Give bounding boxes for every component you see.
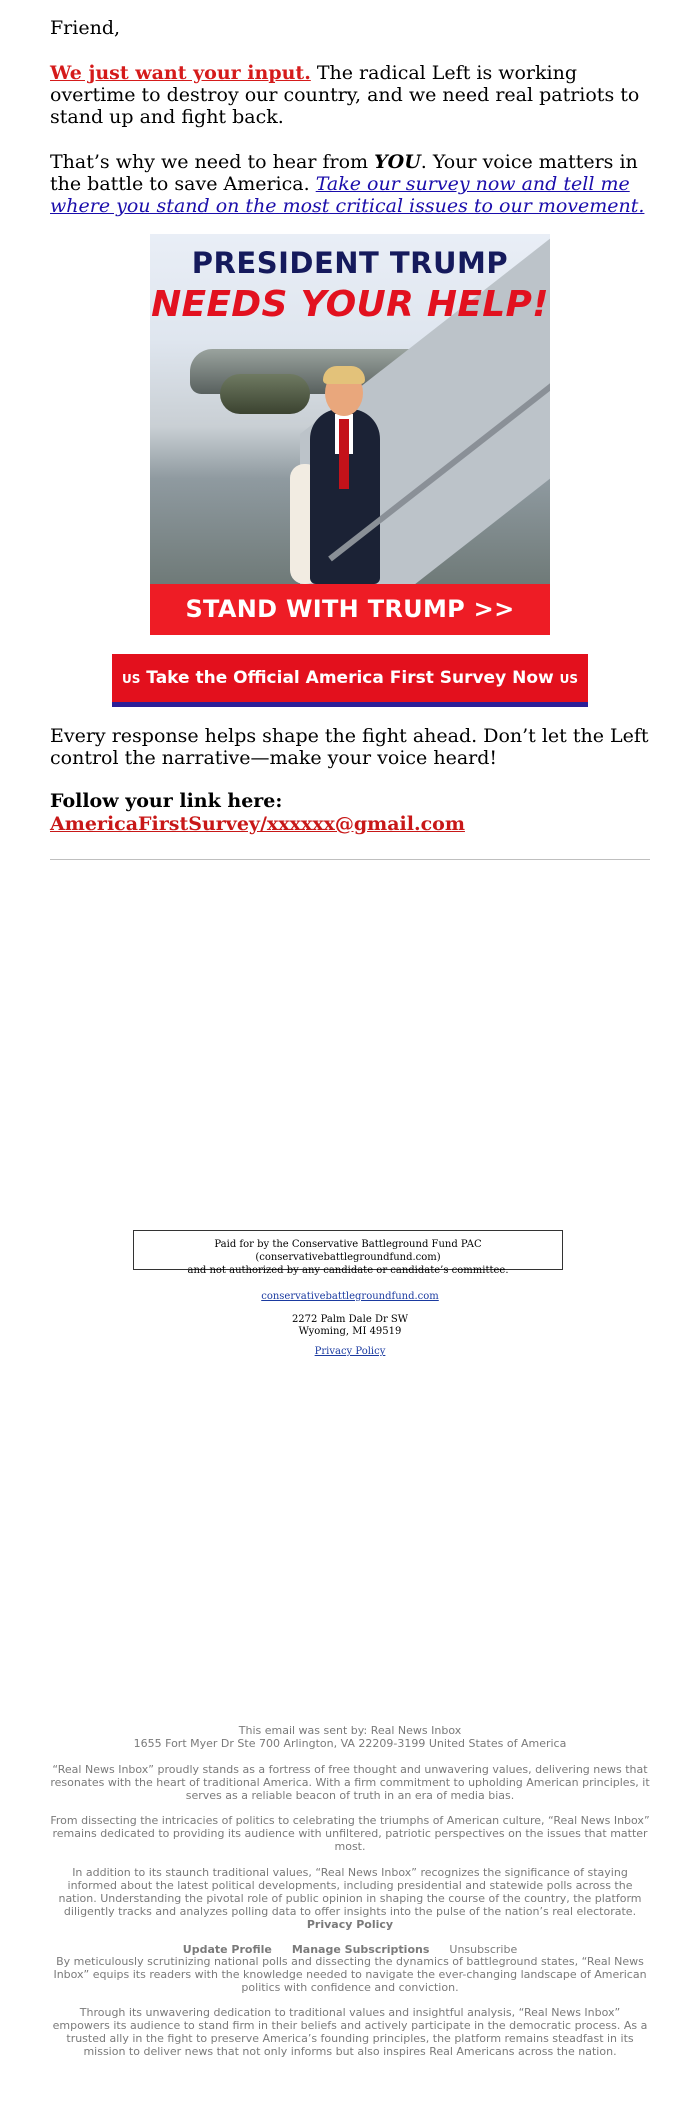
tie-shape [339,419,349,489]
site-link-row [0,1291,700,1302]
footer-sent-by: This email was sent by: Real News Inbox [238,1724,462,1737]
hero-subtitle: NEEDS YOUR HELP! [151,284,549,325]
manage-subscriptions-link[interactable]: Manage Subscriptions [291,1943,430,1956]
greeting: Friend, [50,17,121,39]
survey-text-mid: . Your voice matters in the battle to save America. [50,151,638,195]
hero-banner[interactable] [150,584,550,635]
follow-link[interactable]: AmericaFirstSurvey/xxxxxx@gmail.com [50,813,465,835]
follow-heading: Follow your link here: [50,790,283,812]
disclaimer-line-2: and not authorized by any candidate or candidate’s committee. [187,1265,509,1276]
hero-title: PRESIDENT TRUMP [191,246,509,280]
us-flag-icon: US [559,672,579,686]
paid-for-disclaimer [133,1230,563,1276]
pac-address-line-2: Wyoming, MI 49519 [298,1326,402,1337]
pac-address-line-1: 2272 Palm Dale Dr SW [291,1314,409,1325]
engine-shape [220,374,310,414]
hero-image[interactable] [150,234,550,635]
hero-banner-label: STAND WITH TRUMP >> [185,595,515,623]
intro-paragraph [50,62,660,128]
footer-paragraph-2: From dissecting the intricacies of politics to celebrating the triumphs of American culture, “Real News Inbox” remains dedicated to providing its audience with unfiltered, patriotic perspectives on the issues that matter most. [50,1814,650,1853]
divider [50,859,650,860]
input-link[interactable]: We just want your input. [50,62,311,84]
footer-address: 1655 Fort Myer Dr Ste 700 Arlington, VA 22209-3199 United States of America [133,1737,567,1750]
pac-privacy-link[interactable]: Privacy Policy [314,1346,386,1357]
survey-link[interactable]: Take our survey now and tell me where you stand on the most critical issues to our movement. [50,173,645,217]
footer-paragraph-1: “Real News Inbox” proudly stands as a fortress of free thought and unwavering values, delivering news that resonates with the heart of traditional America. With a firm commitment to upholding American principles, it serves as a reliable beacon of truth in an era of media bias. [50,1763,650,1802]
update-profile-link[interactable]: Update Profile [182,1943,272,1956]
footer-paragraph-4: By meticulously scrutinizing national polls and dissecting the dynamics of battleground states, “Real News Inbox” equips its readers with the knowledge needed to navigate the ever-changing landscape of American politics with confidence and conviction. [53,1955,647,1994]
pac-privacy-row [0,1346,700,1357]
footer-paragraph-5: Through its unwavering dedication to traditional values and insightful analysis, “Real News Inbox” empowers its audience to stand firm in their beliefs and actively participate in the democratic process. As a trusted ally in the fight to preserve America’s founding principles, the platform remains steadfast in its mission to deliver news that not only informs but also inspires Real Americans across the nation. [52,2006,648,2058]
survey-text-pre: That’s why we need to hear from [50,151,375,173]
footer-paragraph-3: In addition to its staunch traditional values, “Real News Inbox” recognizes the significance of staying informed about the latest political developments, including presidential and statewide polls across the nation. Understanding the pivotal role of public opinion in shaping the course of the country, the platform diligently tracks and analyzes polling data to offer insights into the pulse of the nation’s real electorate. [58,1866,642,1918]
survey-cta-button[interactable] [112,654,588,707]
intro-text: The radical Left is working overtime to destroy our country, and we need real patriots to stand up and fight back. [50,62,640,128]
us-flag-icon: US [121,672,141,686]
survey-paragraph [50,151,660,217]
unsubscribe-link[interactable]: Unsubscribe [449,1943,518,1956]
site-link[interactable]: conservativebattlegroundfund.com [261,1291,439,1302]
you-emphasis: YOU [374,151,421,173]
disclaimer-line-1: Paid for by the Conservative Battleground Fund PAC (conservativebattlegroundfund.com) [214,1239,482,1263]
response-paragraph: Every response helps shape the fight ahead. Don’t let the Left control the narrative—make your voice heard! [50,725,649,769]
hair-shape [323,366,365,384]
cta-label: Take the Official America First Survey Now [146,668,554,688]
footer-privacy-link[interactable]: Privacy Policy [306,1918,394,1931]
